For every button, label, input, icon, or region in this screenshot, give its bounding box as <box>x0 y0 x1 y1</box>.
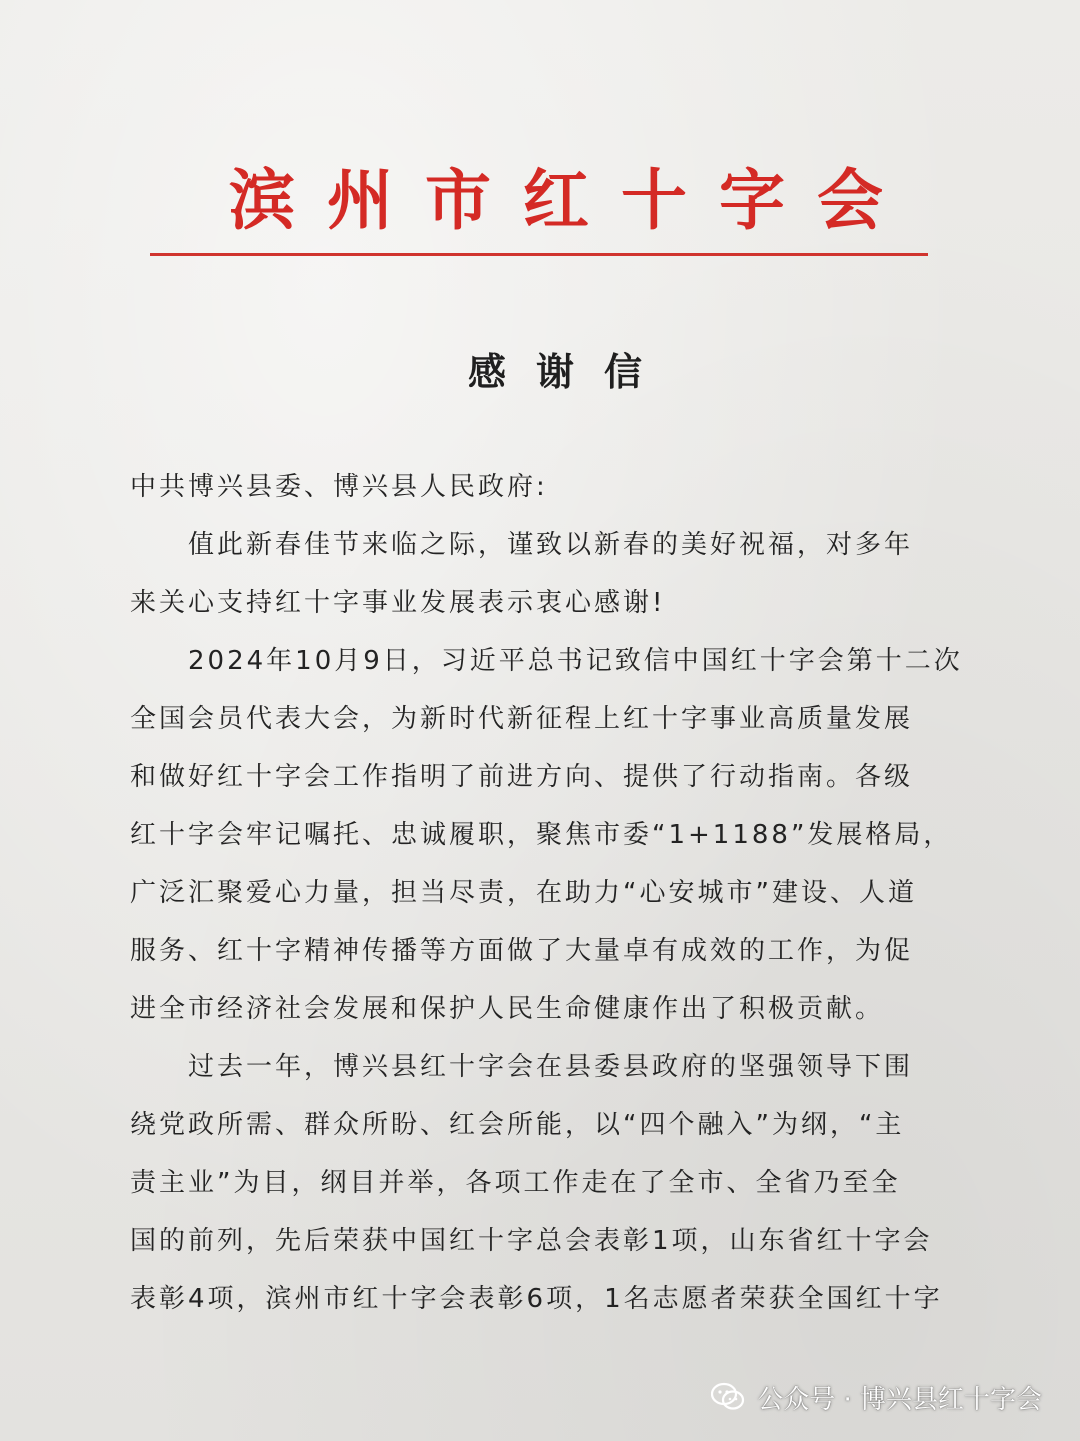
watermark-text: 公众号 · 博兴县红十字会 <box>757 1384 1042 1415</box>
letterhead-organization: 滨州市红十字会 <box>229 161 915 239</box>
letter-title: 感谢信 <box>467 349 672 394</box>
body-line: 国的前列，先后荣获中国红十字总会表彰1项，山东省红十字会 <box>130 1226 933 1256</box>
letter-body <box>130 458 980 1328</box>
body-line: 进全市经济社会发展和保护人民生命健康作出了积极贡献。 <box>130 994 885 1024</box>
body-line: 和做好红十字会工作指明了前进方向、提供了行动指南。各级 <box>130 762 914 792</box>
watermark <box>711 1372 1042 1422</box>
body-line: 服务、红十字精神传播等方面做了大量卓有成效的工作，为促 <box>130 936 914 966</box>
body-line: 绕党政所需、群众所盼、红会所能，以“四个融入”为纲，“主 <box>130 1110 905 1140</box>
letterhead-red-rule <box>150 253 928 256</box>
body-line: 广泛汇聚爱心力量，担当尽责，在助力“心安城市”建设、人道 <box>130 878 917 908</box>
wechat-icon <box>711 1382 745 1412</box>
body-line: 责主业”为目，纲目并举，各项工作走在了全市、全省乃至全 <box>130 1168 901 1198</box>
body-line: 值此新春佳节来临之际，谨致以新春的美好祝福，对多年 <box>130 530 914 560</box>
body-line: 全国会员代表大会，为新时代新征程上红十字事业高质量发展 <box>130 704 914 734</box>
body-line: 表彰4项，滨州市红十字会表彰6项，1名志愿者荣获全国红十字 <box>130 1284 943 1314</box>
body-line: 来关心支持红十字事业发展表示衷心感谢! <box>130 588 666 618</box>
body-line: 红十字会牢记嘱托、忠诚履职，聚焦市委“1+1188”发展格局， <box>130 820 953 850</box>
salutation: 中共博兴县委、博兴县人民政府: <box>130 472 548 502</box>
body-line: 2024年10月9日，习近平总书记致信中国红十字会第十二次 <box>130 646 963 676</box>
body-line: 过去一年，博兴县红十字会在县委县政府的坚强领导下围 <box>130 1052 914 1082</box>
